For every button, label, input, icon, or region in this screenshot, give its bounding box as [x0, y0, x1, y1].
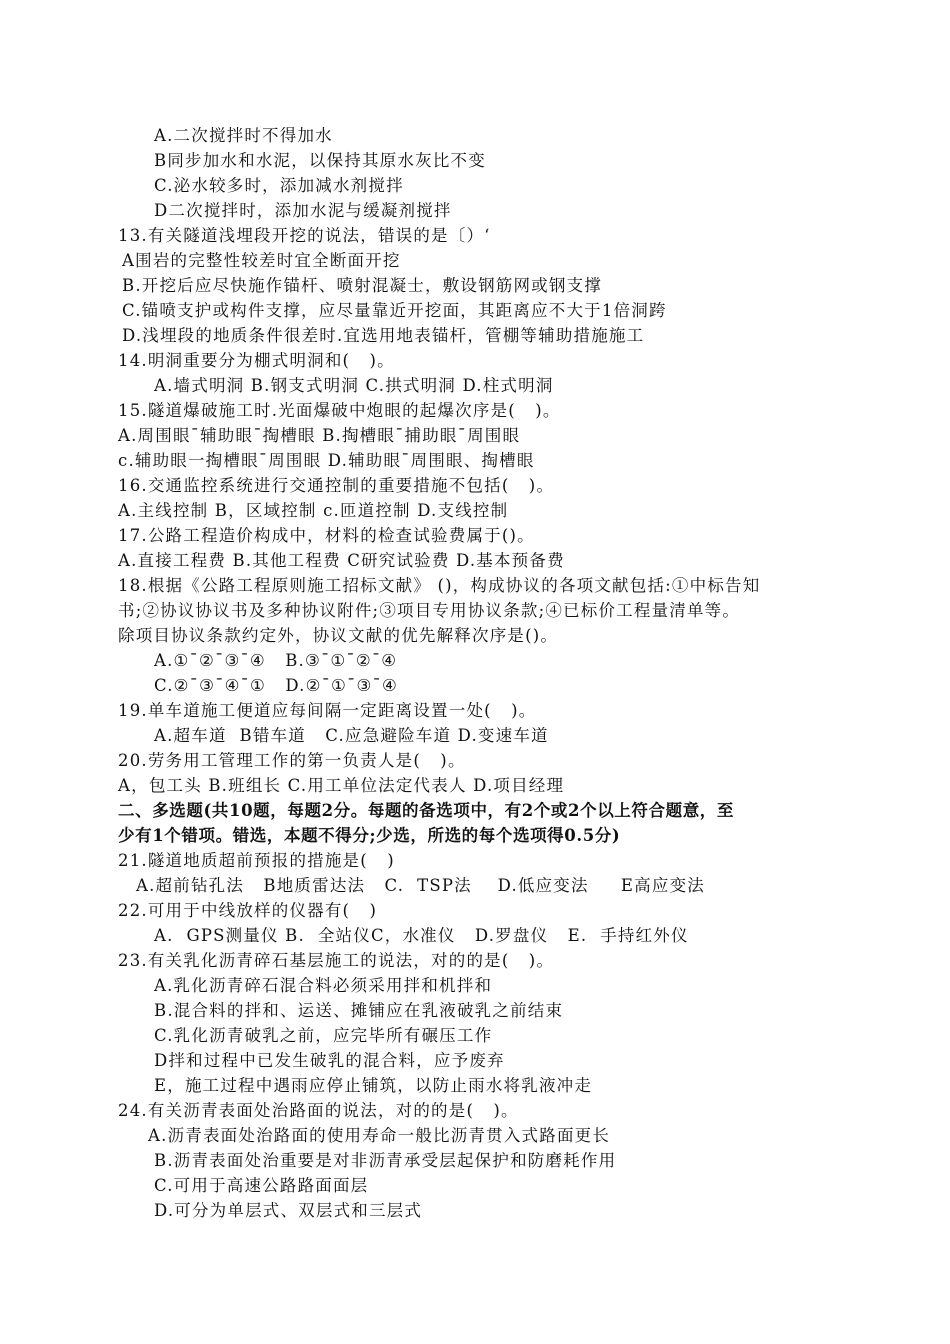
question-line: 书;②协议协议书及多种协议附件;③项目专用协议条款;④已标价工程量清单等。	[118, 601, 741, 620]
option-line: A围岩的完整性较差时宜全断面开挖	[122, 251, 401, 270]
option-line: c.辅助眼一掏槽眼¯周围眼 D.辅助眼¯周围眼、掏槽眼	[118, 451, 535, 470]
option-line: B.混合料的拌和、运送、摊铺应在乳液破乳之前结束	[154, 1001, 564, 1020]
option-line: B.沥青表面处治重要是对非沥青承受层起保护和防磨耗作用	[154, 1151, 617, 1170]
option-line: A.直接工程费 B.其他工程费 C研究试验费 D.基本预备费	[118, 551, 565, 570]
question-line: 23.有关乳化沥青碎石基层施工的说法，对的的是( )。	[118, 951, 555, 970]
question-line: 17.公路工程造价构成中，材料的检查试验费属于()。	[118, 526, 535, 545]
option-line: A.周围眼¯辅助眼¯掏槽眼 B.掏槽眼¯捕助眼¯周围眼	[118, 426, 521, 445]
option-line: D.浅埋段的地质条件很差时.宜选用地表锚杆，管棚等辅助措施施工	[122, 326, 645, 345]
option-line: A，包工头 B.班组长 C.用工单位法定代表人 D.项目经理	[118, 776, 565, 795]
question-line: 16.交通监控系统进行交通控制的重要措施不包括( )。	[118, 476, 555, 495]
option-line: A.二次搅拌时不得加水	[154, 126, 333, 145]
option-line: A.①¯②¯③¯④ B.③¯①¯②¯④	[154, 651, 398, 670]
option-line: A.超前钻孔法 B地质雷达法 C. TSP法 D.低应变法 E高应变法	[136, 876, 705, 895]
question-line: 15.隧道爆破施工时.光面爆破中炮眼的起爆次序是( )。	[118, 401, 561, 420]
option-line: C.锚喷支护或构件支撑，应尽量靠近开挖面，其距离应不大于1倍洞跨	[122, 301, 667, 320]
option-line: B.开挖后应尽快施作锚杆、喷射混凝士，敷设钢筋网或钢支撑	[122, 276, 602, 295]
option-line: A.主线控制 B，区域控制 c.匝道控制 D.支线控制	[118, 501, 509, 520]
option-line: A.墙式明洞 B.钢支式明洞 C.拱式明洞 D.柱式明洞	[154, 376, 554, 395]
option-line: B同步加水和水泥，以保持其原水灰比不变	[154, 151, 486, 170]
question-line: 22.可用于中线放样的仪器有( )	[118, 901, 378, 920]
option-line: D拌和过程中已发生破乳的混合料，应予废弃	[154, 1051, 505, 1070]
option-line: A.乳化沥青碎石混合料必须采用拌和机拌和	[154, 976, 493, 995]
question-line: 除项目协议条款约定外，协议文献的优先解释次序是()。	[118, 626, 559, 645]
question-line: 13.有关隧道浅埋段开挖的说法，错误的是〔）‘	[118, 226, 491, 245]
option-line: D.可分为单层式、双层式和三层式	[154, 1201, 423, 1220]
option-line: C.乳化沥青破乳之前，应完毕所有碾压工作	[154, 1026, 493, 1045]
option-line: A. GPS测量仪 B. 全站仪C，水准仪 D.罗盘仪 E. 手持红外仪	[154, 926, 689, 945]
option-line: C.可用于高速公路路面面层	[154, 1176, 369, 1195]
option-line: A.超车道 B错车道 C.应急避险车道 D.变速车道	[154, 726, 549, 745]
section-heading: 少有1个错项。错选，本题不得分;少选，所选的每个选项得0.5分)	[118, 826, 621, 845]
option-line: D二次搅拌时，添加水泥与缓凝剂搅拌	[154, 201, 452, 220]
question-line: 24.有关沥青表面处治路面的说法，对的的是( )。	[118, 1101, 519, 1120]
question-line: 18.根据《公路工程原则施工招标文献》 ()，构成协议的各项文献包括:①中标告知	[118, 576, 761, 595]
option-line: C.②¯③¯④¯① D.②¯①¯③¯④	[154, 676, 398, 695]
question-line: 21.隧道地质超前预报的措施是( )	[118, 851, 395, 870]
option-line: C.泌水较多时，添加减水剂搅拌	[154, 176, 404, 195]
section-heading: 二、多选题(共10题，每题2分。每题的备选项中，有2个或2个以上符合题意，至	[118, 801, 735, 820]
question-line: 19.单车道施工便道应每间隔一定距离设置一处( )。	[118, 701, 537, 720]
question-line: 14.明洞重要分为棚式明洞和( )。	[118, 351, 395, 370]
option-line: E，施工过程中遇雨应停止铺筑，以防止雨水将乳液冲走	[154, 1076, 593, 1095]
option-line: A.沥青表面处治路面的使用寿命一般比沥青贯入式路面更长	[148, 1126, 611, 1145]
question-line: 20.劳务用工管理工作的第一负责人是( )。	[118, 751, 466, 770]
